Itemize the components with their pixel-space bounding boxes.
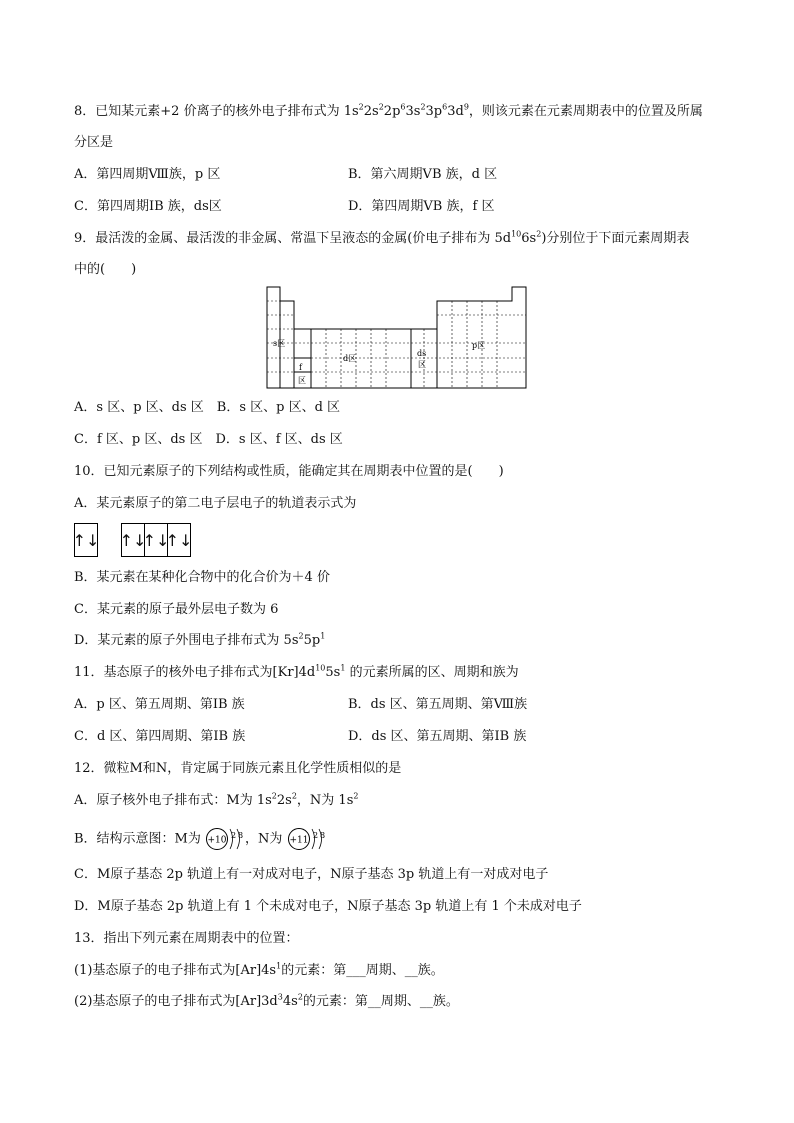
- q8-orbital: 3d: [447, 104, 464, 119]
- q8-sup: 2: [420, 102, 426, 112]
- ds-block-label-2: 区: [418, 360, 426, 369]
- s-block-label: s区: [273, 339, 286, 348]
- q8-orbital: 3p: [425, 104, 443, 119]
- q9-sup: 10: [511, 229, 522, 239]
- q8-sup: 2: [358, 102, 364, 112]
- q13-part-2-text: 的元素：第__周期、__族。: [302, 994, 459, 1009]
- m-shell-2: 8: [238, 831, 244, 840]
- f-block-label-1: f: [299, 363, 302, 372]
- q13-part-2-text: (2)基态原子的电子排布式为[Ar]3d: [74, 994, 278, 1009]
- q10-option-b: B．某元素在某种化合物中的化合价为＋4 价: [74, 570, 330, 585]
- q8-stem-text: 8．已知某元素+2 价离子的核外电子排布式为 1s: [74, 104, 359, 119]
- q9-orbital: 6s: [521, 231, 537, 246]
- q12-sup: 2: [271, 791, 277, 801]
- q12-option-b-text: ，N为: [245, 831, 283, 847]
- f-block-label-2: 区: [298, 376, 306, 385]
- q13-part-1-text: (1)基态原子的电子排布式为[Ar]4s: [74, 963, 277, 978]
- q8-sup: 6: [400, 102, 406, 112]
- q12-option-a-text: ，N为 1s: [296, 793, 354, 808]
- q12-option-a-text: A．原子核外电子排布式：M为 1s: [74, 793, 272, 808]
- orbital-diagram-2p: [121, 523, 191, 557]
- q12-option-c: C．M原子基态 2p 轨道上有一对成对电子，N原子基态 3p 轨道上有一对成对电子: [74, 867, 549, 882]
- orbital-box: ↑↓: [122, 524, 145, 556]
- m-nucleus-charge: +10: [207, 835, 227, 846]
- q8-sup: 2: [378, 102, 384, 112]
- q13-sup: 1: [276, 961, 282, 971]
- q9-sup: 2: [536, 229, 542, 239]
- q8-orbital: 3s: [405, 104, 421, 119]
- q11-stem-text: 11．基态原子的核外电子排布式为[Kr]4d: [74, 665, 316, 680]
- q12-option-a: [74, 791, 358, 811]
- n-shell-1: 2: [312, 831, 318, 840]
- q11-stem: [74, 663, 519, 683]
- q11-orbital: 5s: [325, 665, 341, 680]
- d-block-label: d区: [343, 354, 357, 363]
- q8-option-d: D．第四周期ⅤB 族，f 区: [348, 199, 495, 214]
- q10-option-d-text: D．某元素的原子外围电子排布式为 5s: [74, 633, 299, 648]
- q8-option-a: A．第四周期Ⅷ族，p 区: [74, 167, 221, 182]
- q9-stem-line2: 中的( ): [74, 262, 137, 277]
- q12-sup: 2: [291, 791, 297, 801]
- q12-option-b-text: B．结构示意图：M为: [74, 831, 201, 847]
- q10-sup: 2: [298, 631, 304, 641]
- q13-part-1-text: 的元素：第___周期、__族。: [281, 963, 444, 978]
- atom-structure-n: [287, 826, 327, 852]
- q8-option-c: C．第四周期ⅠB 族，ds区: [74, 199, 222, 214]
- n-shell-2: 8: [319, 831, 325, 840]
- q8-stem-line2: 分区是: [74, 135, 114, 150]
- q8-stem-text: ，则该元素在元素周期表中的位置及所属: [468, 104, 703, 119]
- q13-orbital: 4s: [282, 994, 298, 1009]
- q9-stem-text: )分别位于下面元素周期表: [541, 231, 690, 246]
- q10-stem: 10．已知元素原子的下列结构或性质，能确定其在周期表中位置的是( ): [74, 464, 504, 479]
- q8-orbital: 2p: [383, 104, 401, 119]
- q8-option-b: B．第六周期ⅤB 族，d 区: [348, 167, 498, 182]
- orbital-diagram-2s: [74, 523, 98, 557]
- q11-stem-text: 的元素所属的区、周期和族为: [345, 665, 519, 680]
- q12-option-b: [74, 826, 327, 852]
- p-block-label: p区: [472, 341, 486, 350]
- q9-options-cd: C．f 区、p 区、ds 区 D．s 区、f 区、ds 区: [74, 432, 343, 447]
- q10-option-d: [74, 631, 325, 651]
- q12-stem: 12．微粒M和N，肯定属于同族元素且化学性质相似的是: [74, 761, 402, 776]
- q8-stem-line1: [74, 102, 703, 122]
- orbital-box: ↑↓: [72, 530, 100, 550]
- q12-sup: 2: [353, 791, 359, 801]
- q9-stem-line1: [74, 229, 689, 249]
- q11-option-a: A．p 区、第五周期、第ⅠB 族: [74, 697, 245, 712]
- n-nucleus-charge: +11: [289, 835, 309, 846]
- q12-orbital: 2s: [276, 793, 292, 808]
- q11-option-d: D．ds 区、第五周期、第ⅠB 族: [348, 729, 527, 744]
- q9-stem-text: 9．最活泼的金属、最活泼的非金属、常温下呈液态的金属(价电子排布为 5d: [74, 231, 512, 246]
- q11-sup: 1: [340, 663, 346, 673]
- q13-sup: 2: [297, 992, 303, 1002]
- q13-part-1: [74, 961, 444, 981]
- m-shell-1: 2: [231, 831, 237, 840]
- q13-stem: 13．指出下列元素在周期表中的位置：: [74, 931, 299, 946]
- atom-structure-m: [205, 826, 245, 852]
- orbital-box: ↑↓: [145, 524, 168, 556]
- q9-options-ab: A．s 区、p 区、ds 区 B．s 区、p 区、d 区: [74, 400, 341, 415]
- q12-option-d: D．M原子基态 2p 轨道上有 1 个未成对电子，N原子基态 3p 轨道上有 1 个未成对电子: [74, 899, 582, 914]
- orbital-box: ↑↓: [165, 530, 193, 550]
- q8-sup: 6: [442, 102, 448, 112]
- q8-orbital: 2s: [363, 104, 379, 119]
- ds-block-label-1: ds: [417, 349, 427, 358]
- q10-sup: 1: [320, 631, 326, 641]
- q8-sup: 9: [463, 102, 469, 112]
- q11-option-c: C．d 区、第四周期、第ⅠB 族: [74, 729, 246, 744]
- q11-sup: 10: [315, 663, 326, 673]
- q11-option-b: B．ds 区、第五周期、第Ⅷ族: [348, 697, 528, 712]
- q10-option-a: A．某元素原子的第二电子层电子的轨道表示式为: [74, 496, 357, 511]
- q10-option-c: C．某元素的原子最外层电子数为 6: [74, 602, 279, 617]
- q13-part-2: [74, 992, 459, 1012]
- q10-orbital: 5p: [303, 633, 321, 648]
- q13-sup: 3: [277, 992, 283, 1002]
- periodic-table-figure: [266, 286, 528, 390]
